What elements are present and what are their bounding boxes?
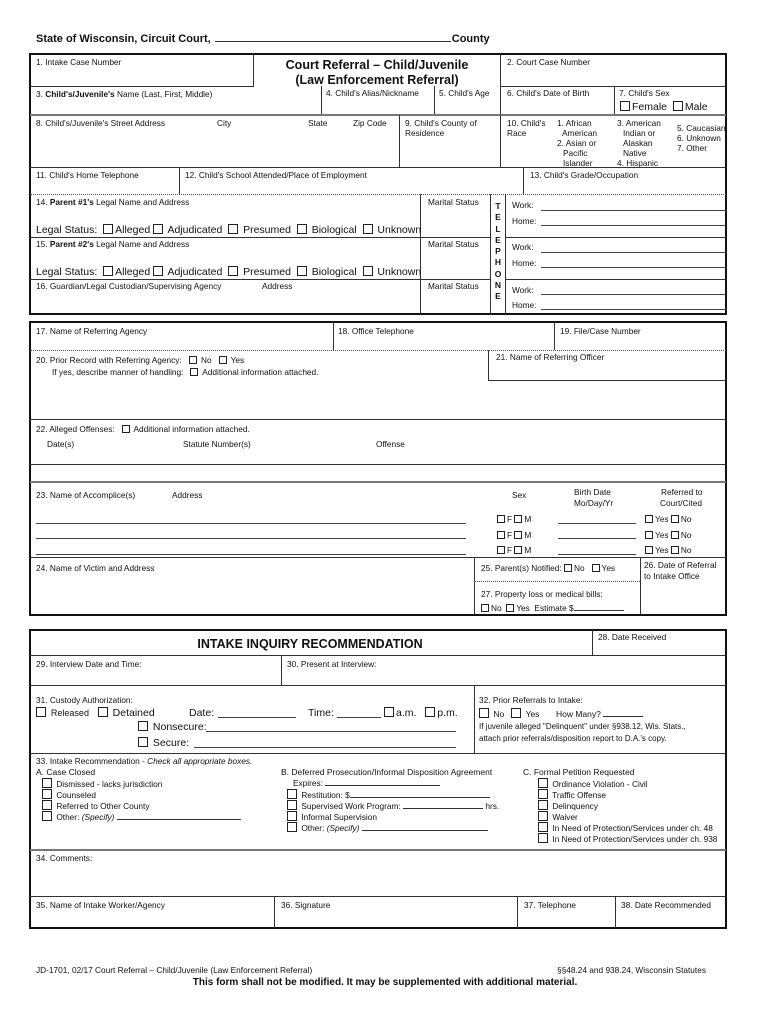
informal-supervision-row: Informal Supervision <box>287 811 377 822</box>
accomplices-label: 23. Name of Accomplice(s) <box>36 490 136 500</box>
accomplice-2-yes-checkbox[interactable] <box>645 531 653 539</box>
state-label: State <box>308 118 328 128</box>
prior-record-yes-checkbox[interactable] <box>219 356 227 364</box>
accomplice-1-yes-checkbox[interactable] <box>645 515 653 523</box>
delinquency-checkbox[interactable] <box>538 800 548 810</box>
work-program-hours-field[interactable] <box>403 808 483 809</box>
prior-record-row: 20. Prior Record with Referring Agency: No Yes <box>36 355 245 365</box>
nonsecure-checkbox[interactable] <box>138 721 148 731</box>
file-case-number-label: 19. File/Case Number <box>560 326 641 336</box>
parent2-adjudicated-checkbox[interactable] <box>153 266 163 276</box>
petition-item-5: In Need of Protection/Services under ch. 48 <box>538 822 713 833</box>
prior-referrals-row: No Yes How Many? <box>479 708 643 719</box>
parent1-work-phone-label: Work: <box>512 200 534 210</box>
work-program-checkbox[interactable] <box>287 800 297 810</box>
school-label: 12. Child's School Attended/Place of Employment <box>185 170 367 180</box>
parent1-unknown-checkbox[interactable] <box>363 224 373 234</box>
office-telephone-field[interactable] <box>334 337 552 349</box>
am-checkbox[interactable] <box>384 707 394 717</box>
accomplice-3-no-checkbox[interactable] <box>671 546 679 554</box>
home-telephone-field[interactable] <box>31 181 177 193</box>
dob-field[interactable] <box>502 100 612 114</box>
case-closed-item-3: Referred to Other County <box>42 800 149 811</box>
petition-item-2: Traffic Offense <box>538 789 606 800</box>
guardian-home-phone-field[interactable] <box>541 309 726 310</box>
dob-label: 6. Child's Date of Birth <box>507 88 590 98</box>
date-received-field[interactable] <box>593 643 725 654</box>
restitution-field[interactable] <box>350 797 490 798</box>
date-recommended-field[interactable] <box>616 911 725 927</box>
sex-label: 7. Child's Sex <box>619 88 670 98</box>
intake-case-number-label: 1. Intake Case Number <box>36 57 122 67</box>
case-closed-title: A. Case Closed <box>36 767 96 777</box>
prior-referrals-no-checkbox[interactable] <box>479 708 489 718</box>
court-header-prefix: State of Wisconsin, Circuit Court, <box>36 33 211 45</box>
traffic-offense-checkbox[interactable] <box>538 789 548 799</box>
case-closed-item-4: Other: (Specify) <box>42 811 241 822</box>
parent2-presumed-checkbox[interactable] <box>228 266 238 276</box>
race-option-6: 6. Unknown <box>677 133 721 143</box>
accomplice-2-field[interactable] <box>36 538 466 539</box>
accomplice-1-field[interactable] <box>36 523 466 524</box>
victim-label: 24. Name of Victim and Address <box>36 563 155 573</box>
male-checkbox[interactable] <box>673 101 683 111</box>
deferred-prosecution-title: B. Deferred Prosecution/Informal Disposition Agreement <box>281 767 493 777</box>
secure-checkbox[interactable] <box>138 737 148 747</box>
nonsecure-row: Nonsecure: <box>138 721 207 733</box>
parent1-presumed-checkbox[interactable] <box>228 224 238 234</box>
race-label: 10. Child's <box>507 118 546 128</box>
court-case-number-field[interactable] <box>502 66 724 84</box>
accomplice-2-referred: Yes No <box>645 530 691 540</box>
child-name-label: 3. Child's/Juvenile's Name (Last, First, Middle) <box>36 89 213 99</box>
intake-recommendation-label: 33. Intake Recommendation - Check all appropriate boxes. <box>36 756 253 766</box>
accomplice-3-field[interactable] <box>36 554 466 555</box>
referral-date-label: 26. Date of Referral <box>644 560 717 570</box>
property-loss-label: 27. Property loss or medical bills: <box>481 589 603 599</box>
referral-date-field[interactable] <box>642 584 724 612</box>
detained-checkbox[interactable] <box>98 707 108 717</box>
accomplice-1-birthdate-field[interactable] <box>558 523 636 524</box>
jips-ch938-checkbox[interactable] <box>538 833 548 843</box>
accomplice-1-referred: Yes No <box>645 514 691 524</box>
date-received-label: 28. Date Received <box>598 632 667 642</box>
birth-date-header: Birth Date <box>574 487 611 497</box>
female-checkbox[interactable] <box>620 101 630 111</box>
interview-date-field[interactable] <box>31 670 279 684</box>
race-option-7: 7. Other <box>677 143 707 153</box>
prior-referrals-yes-checkbox[interactable] <box>511 708 521 718</box>
custody-date-label: Date: <box>189 707 215 719</box>
estimate-field[interactable] <box>574 610 624 611</box>
parent2-marital-status-label: Marital Status <box>428 239 479 249</box>
parent1-alleged-checkbox[interactable] <box>103 224 113 234</box>
child-name-field[interactable] <box>31 100 319 114</box>
parent1-home-phone-field[interactable] <box>541 225 726 226</box>
file-case-number-field[interactable] <box>555 337 725 349</box>
how-many-field[interactable] <box>603 716 643 717</box>
accomplice-2-no-checkbox[interactable] <box>671 531 679 539</box>
case-closed-other-field[interactable] <box>117 819 241 820</box>
race-option-4: 4. Hispanic <box>617 158 659 168</box>
form-subtitle: (Law Enforcement Referral) <box>295 73 459 87</box>
case-closed-item-1: Dismissed - lacks jurisdiction <box>42 778 162 789</box>
offense-dates-header: Date(s) <box>47 439 75 449</box>
date-recommended-label: 38. Date Recommended <box>621 900 711 910</box>
present-at-interview-label: 30. Present at Interview: <box>287 659 377 669</box>
manner-handling-field[interactable] <box>31 380 485 416</box>
parent2-work-phone-label: Work: <box>512 242 534 252</box>
prior-record-no-checkbox[interactable] <box>189 356 197 364</box>
informal-supervision-checkbox[interactable] <box>287 811 297 821</box>
court-case-number-label: 2. Court Case Number <box>507 57 591 67</box>
work-program-row: Supervised Work Program: hrs. <box>287 800 499 811</box>
guardian-work-phone-field[interactable] <box>541 294 726 295</box>
parent2-marital-status-field[interactable] <box>421 250 489 278</box>
guardian-label: 16. Guardian/Legal Custodian/Supervising Agency <box>36 281 222 291</box>
deferred-other-row: Other: (Specify) <box>287 822 488 833</box>
guardian-marital-status-field[interactable] <box>421 292 489 312</box>
parent1-label: 14. Parent #1's Legal Name and Address <box>36 197 190 207</box>
child-address-field[interactable] <box>31 130 397 164</box>
offense-row-2-field[interactable] <box>31 466 725 480</box>
prior-referrals-label: 32. Prior Referrals to Intake: <box>479 695 583 705</box>
petition-item-6: In Need of Protection/Services under ch. 938 <box>538 833 717 844</box>
county-residence-field[interactable] <box>400 140 498 164</box>
county-name-field[interactable] <box>215 41 451 42</box>
dismissed-checkbox[interactable] <box>42 778 52 788</box>
county-residence-label: 9. Child's County of <box>405 118 477 128</box>
referring-officer-label: 21. Name of Referring Officer <box>496 352 605 362</box>
guardian-home-phone-label: Home: <box>512 300 537 310</box>
race-option-1: 1. African <box>557 118 592 128</box>
parent1-home-phone-label: Home: <box>512 216 537 226</box>
guardian-work-phone-label: Work: <box>512 285 534 295</box>
form-title: Court Referral – Child/Juvenile <box>285 58 469 72</box>
delinquent-note: If juvenile alleged "Delinquent" under §938.12, Wis. Stats., <box>479 722 686 731</box>
case-closed-item-2: Counseled <box>42 789 96 800</box>
referring-officer-field[interactable] <box>490 363 725 379</box>
custody-time-field[interactable] <box>337 717 381 718</box>
ordinance-violation-checkbox[interactable] <box>538 778 548 788</box>
formal-petition-title: C. Formal Petition Requested <box>523 767 635 777</box>
referred-header: Referred to <box>661 487 703 497</box>
parent2-legal-status: Legal Status: Alleged Adjudicated Presumed Biological Unknown <box>36 266 422 278</box>
office-telephone-label: 18. Office Telephone <box>338 326 414 336</box>
accomplice-1-no-checkbox[interactable] <box>671 515 679 523</box>
age-field[interactable] <box>435 100 499 114</box>
telephone-label: 37. Telephone <box>524 900 576 910</box>
accomplice-3-birthdate-field[interactable] <box>558 554 636 555</box>
nonsecure-field[interactable] <box>206 731 456 732</box>
telephone-vertical-label: T E L E P H O N E <box>494 201 502 302</box>
sex-options: Female Male <box>620 101 708 113</box>
intake-worker-label: 35. Name of Intake Worker/Agency <box>36 900 165 910</box>
race-option-5: 5. Caucasian <box>677 123 726 133</box>
accomplice-3-m-checkbox[interactable] <box>514 546 522 554</box>
comments-field[interactable] <box>31 864 725 894</box>
referred-other-county-checkbox[interactable] <box>42 800 52 810</box>
alleged-offenses-row: 22. Alleged Offenses: Additional information attached. <box>36 424 250 434</box>
property-loss-row: No Yes Estimate $ <box>481 603 624 613</box>
handling-attached-checkbox[interactable] <box>190 368 198 376</box>
statutes-reference: §§48.24 and 938.24, Wisconsin Statutes <box>557 965 706 975</box>
race-option-3: 3. American <box>617 118 661 128</box>
intake-worker-field[interactable] <box>31 911 272 927</box>
parent1-biological-checkbox[interactable] <box>297 224 307 234</box>
alias-field[interactable] <box>322 100 432 114</box>
parent1-adjudicated-checkbox[interactable] <box>153 224 163 234</box>
interview-date-label: 29. Interview Date and Time: <box>36 659 142 669</box>
accomplice-3-f-checkbox[interactable] <box>497 546 505 554</box>
am-pm-row: a.m. p.m. <box>384 707 458 719</box>
accomplice-1-m-checkbox[interactable] <box>514 515 522 523</box>
accomplice-1-f-checkbox[interactable] <box>497 515 505 523</box>
waiver-checkbox[interactable] <box>538 811 548 821</box>
guardian-field[interactable] <box>31 292 419 312</box>
restitution-row: Restitution: $ <box>287 789 490 800</box>
custody-date-field[interactable] <box>218 717 296 718</box>
statute-numbers-header: Statute Number(s) <box>183 439 251 449</box>
accomplice-2-m-checkbox[interactable] <box>514 531 522 539</box>
manner-handling-row: If yes, describe manner of handling: Additional information attached. <box>52 367 319 377</box>
parent2-name-field[interactable] <box>31 250 419 264</box>
zip-label: Zip Code <box>353 118 387 128</box>
modification-notice: This form shall not be modified. It may be supplemented with additional material. <box>192 977 578 988</box>
restitution-checkbox[interactable] <box>287 789 297 799</box>
parent1-marital-status-label: Marital Status <box>428 197 479 207</box>
intake-case-number-field[interactable] <box>31 66 251 84</box>
parent1-legal-status: Legal Status: Alleged Adjudicated Presumed Biological Unknown <box>36 224 422 236</box>
deferred-other-field[interactable] <box>362 830 488 831</box>
offense-header: Offense <box>376 439 405 449</box>
guardian-address-label: Address <box>262 281 293 291</box>
parent2-home-phone-label: Home: <box>512 258 537 268</box>
parents-notified-row: 25. Parent(s) Notified: No Yes <box>481 563 616 573</box>
secure-row: Secure: <box>138 737 189 749</box>
intake-heading: INTAKE INQUIRY RECOMMENDATION <box>197 637 423 651</box>
custody-options-row: Released Detained <box>36 707 155 719</box>
referring-agency-label: 17. Name of Referring Agency <box>36 326 148 336</box>
expires-field[interactable] <box>325 785 440 786</box>
city-label: City <box>217 118 232 128</box>
accomplice-3-referred: Yes No <box>645 545 691 555</box>
accomplice-3-yes-checkbox[interactable] <box>645 546 653 554</box>
accomplice-2-sex: F M <box>497 530 531 540</box>
accomplice-address-header: Address <box>172 490 203 500</box>
parents-notified-yes-checkbox[interactable] <box>592 564 600 572</box>
secure-field[interactable] <box>194 747 456 748</box>
case-closed-other-checkbox[interactable] <box>42 811 52 821</box>
guardian-marital-status-label: Marital Status <box>428 281 479 291</box>
parent2-label: 15. Parent #2's Legal Name and Address <box>36 239 190 249</box>
custody-time-label: Time: <box>308 707 334 719</box>
signature-field[interactable] <box>275 911 515 927</box>
parent2-work-phone-field[interactable] <box>541 252 726 253</box>
parent2-unknown-checkbox[interactable] <box>363 266 373 276</box>
parent2-biological-checkbox[interactable] <box>297 266 307 276</box>
property-loss-yes-checkbox[interactable] <box>506 604 514 612</box>
petition-item-1: Ordinance Violation - Civil <box>538 778 648 789</box>
alias-label: 4. Child's Alias/Nickname <box>326 88 419 98</box>
deferred-other-checkbox[interactable] <box>287 822 297 832</box>
grade-occupation-label: 13. Child's Grade/Occupation <box>530 170 639 180</box>
court-header <box>36 33 490 45</box>
parent1-work-phone-field[interactable] <box>541 210 726 211</box>
form-id: JD-1701, 02/17 Court Referral – Child/Juvenile (Law Enforcement Referral) <box>36 965 313 975</box>
home-telephone-label: 11. Child's Home Telephone <box>36 170 139 180</box>
offense-row-1-field[interactable] <box>31 450 725 464</box>
parent1-marital-status-field[interactable] <box>421 208 489 236</box>
accomplice-3-sex: F M <box>497 545 531 555</box>
parent2-home-phone-field[interactable] <box>541 267 726 268</box>
street-address-label: 8. Child's/Juvenile's Street Address <box>36 118 166 128</box>
accomplice-1-sex: F M <box>497 514 531 524</box>
property-loss-no-checkbox[interactable] <box>481 604 489 612</box>
signature-label: 36. Signature <box>281 900 331 910</box>
released-checkbox[interactable] <box>36 707 46 717</box>
counseled-checkbox[interactable] <box>42 789 52 799</box>
grade-occupation-field[interactable] <box>524 181 724 193</box>
parents-notified-no-checkbox[interactable] <box>564 564 572 572</box>
petition-item-3: Delinquency <box>538 800 598 811</box>
petition-item-4: Waiver <box>538 811 578 822</box>
parent2-alleged-checkbox[interactable] <box>103 266 113 276</box>
custody-label: 31. Custody Authorization: <box>36 695 133 705</box>
accomplice-sex-header: Sex <box>512 490 527 500</box>
pm-checkbox[interactable] <box>425 707 435 717</box>
expires-row: Expires: <box>293 778 440 788</box>
referring-agency-field[interactable] <box>31 337 331 349</box>
victim-field[interactable] <box>31 575 471 613</box>
telephone-field[interactable] <box>518 911 613 927</box>
present-at-interview-field[interactable] <box>282 670 725 684</box>
comments-label: 34. Comments: <box>36 853 93 863</box>
accomplice-2-f-checkbox[interactable] <box>497 531 505 539</box>
age-label: 5. Child's Age <box>439 88 490 98</box>
parent1-name-field[interactable] <box>31 208 419 222</box>
school-field[interactable] <box>180 181 520 193</box>
accomplice-2-birthdate-field[interactable] <box>558 538 636 539</box>
county-label: County <box>451 33 490 45</box>
race-option-2: 2. Asian or <box>557 138 597 148</box>
chips-ch48-checkbox[interactable] <box>538 822 548 832</box>
offenses-attached-checkbox[interactable] <box>122 425 130 433</box>
